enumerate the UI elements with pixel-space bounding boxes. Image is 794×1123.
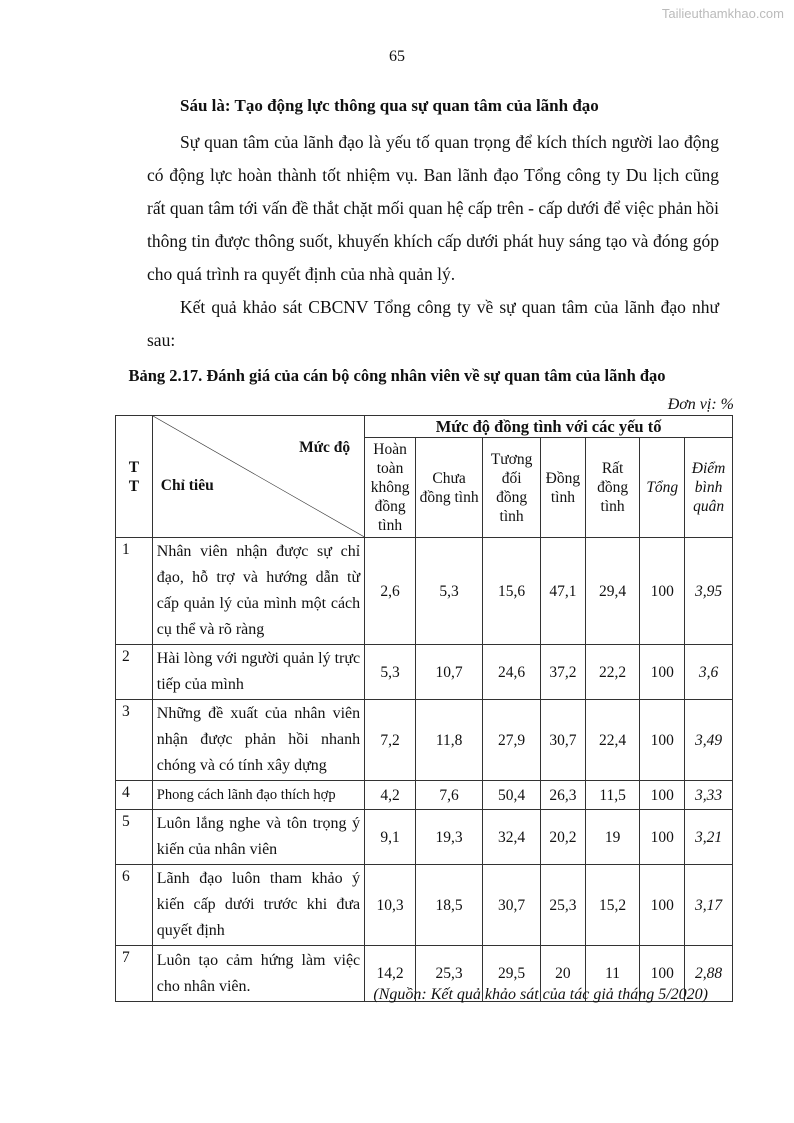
value-cell: 2,6 <box>365 538 416 645</box>
row-number: 6 <box>116 865 153 946</box>
table-source: (Nguồn: Kết quả khảo sát của tác giả tháng 5/2020) <box>373 986 708 1003</box>
column-header: Chưa đồng tình <box>415 438 482 538</box>
value-cell: 3,17 <box>685 865 733 946</box>
value-cell: 3,21 <box>685 810 733 865</box>
value-cell: 50,4 <box>483 781 541 810</box>
value-cell: 7,2 <box>365 700 416 781</box>
criteria-cell: Phong cách lãnh đạo thích hợp <box>152 781 364 810</box>
row-number: 4 <box>116 781 153 810</box>
value-cell: 15,2 <box>585 865 640 946</box>
table-row <box>116 700 733 781</box>
column-header: Rất đồng tình <box>585 438 640 538</box>
value-cell: 37,2 <box>540 645 585 700</box>
diagonal-header <box>152 416 364 538</box>
group-header: Mức độ đồng tình với các yếu tố <box>365 416 733 438</box>
value-cell: 29,5 <box>483 946 541 1002</box>
value-cell: 27,9 <box>483 700 541 781</box>
table-row <box>116 645 733 700</box>
criteria-cell: Lãnh đạo luôn tham khảo ý kiến cấp dưới trước khi đưa quyết định <box>152 865 364 946</box>
column-header: Hoàn toàn không đồng tình <box>365 438 416 538</box>
table-caption: Bảng 2.17. Đánh giá của cán bộ công nhân viên về sự quan tâm của lãnh đạo <box>128 366 666 385</box>
column-header: Đồng tình <box>540 438 585 538</box>
row-number: 2 <box>116 645 153 700</box>
column-header: Tổng <box>640 438 685 538</box>
value-cell: 14,2 <box>365 946 416 1002</box>
value-cell: 26,3 <box>540 781 585 810</box>
value-cell: 3,33 <box>685 781 733 810</box>
value-cell: 25,3 <box>540 865 585 946</box>
value-cell: 2,88 <box>685 946 733 1002</box>
value-cell: 24,6 <box>483 645 541 700</box>
value-cell: 3,6 <box>685 645 733 700</box>
column-header: Tương đối đồng tình <box>483 438 541 538</box>
value-cell: 22,2 <box>585 645 640 700</box>
value-cell: 3,49 <box>685 700 733 781</box>
value-cell: 11,5 <box>585 781 640 810</box>
value-cell: 30,7 <box>540 700 585 781</box>
value-cell: 11 <box>585 946 640 1002</box>
criteria-cell: Luôn tạo cảm hứng làm việc cho nhân viên. <box>152 946 364 1002</box>
paragraph: Sự quan tâm của lãnh đạo là yếu tố quan trọng để kích thích người lao động có động lực hoàn thành tốt nhiệm vụ. Ban lãnh đạo Tổng công ty Du lịch cũng rất quan tâm tới vấn đề thắt chặt mối quan hệ cấp trên - cấp dưới để việc phản hồi thông tin được thông suốt, khuyến khích cấp dưới phát huy sáng tạo và đóng góp cho quá trình ra quyết định của nhà quản lý. <box>147 132 719 284</box>
criteria-header: Chỉ tiêu <box>160 477 214 494</box>
value-cell: 20,2 <box>540 810 585 865</box>
value-cell: 10,7 <box>415 645 482 700</box>
criteria-cell: Hài lòng với người quản lý trực tiếp của mình <box>152 645 364 700</box>
value-cell: 100 <box>640 645 685 700</box>
value-cell: 19,3 <box>415 810 482 865</box>
tt-header: T T <box>116 416 153 538</box>
value-cell: 100 <box>640 700 685 781</box>
value-cell: 15,6 <box>483 538 541 645</box>
paragraph: Kết quả khảo sát CBCNV Tổng công ty về sự quan tâm của lãnh đạo như sau: <box>147 297 719 350</box>
value-cell: 100 <box>640 781 685 810</box>
value-cell: 32,4 <box>483 810 541 865</box>
value-cell: 47,1 <box>540 538 585 645</box>
section-heading: Sáu là: Tạo động lực thông qua sự quan tâm của lãnh đạo <box>180 96 599 115</box>
survey-table <box>115 415 733 1002</box>
value-cell: 7,6 <box>415 781 482 810</box>
value-cell: 25,3 <box>415 946 482 1002</box>
criteria-cell: Những đề xuất của nhân viên nhận được phản hồi nhanh chóng và có tính xây dựng <box>152 700 364 781</box>
value-cell: 10,3 <box>365 865 416 946</box>
value-cell: 11,8 <box>415 700 482 781</box>
column-header: Điểm bình quân <box>685 438 733 538</box>
watermark: Tailieuthamkhao.com <box>661 6 784 21</box>
value-cell: 22,4 <box>585 700 640 781</box>
value-cell: 100 <box>640 810 685 865</box>
page-number: 65 <box>389 48 405 65</box>
criteria-cell: Luôn lắng nghe và tôn trọng ý kiến của nhân viên <box>152 810 364 865</box>
table-unit: Đơn vị: % <box>667 396 734 413</box>
value-cell: 20 <box>540 946 585 1002</box>
value-cell: 5,3 <box>415 538 482 645</box>
value-cell: 4,2 <box>365 781 416 810</box>
value-cell: 29,4 <box>585 538 640 645</box>
row-number: 3 <box>116 700 153 781</box>
table-row <box>116 538 733 645</box>
value-cell: 3,95 <box>685 538 733 645</box>
value-cell: 100 <box>640 538 685 645</box>
value-cell: 19 <box>585 810 640 865</box>
row-number: 5 <box>116 810 153 865</box>
level-header: Mức độ <box>299 439 351 456</box>
value-cell: 100 <box>640 946 685 1002</box>
value-cell: 30,7 <box>483 865 541 946</box>
row-number: 1 <box>116 538 153 645</box>
row-number: 7 <box>116 946 153 1002</box>
value-cell: 100 <box>640 865 685 946</box>
table-row <box>116 810 733 865</box>
table-row <box>116 865 733 946</box>
value-cell: 5,3 <box>365 645 416 700</box>
value-cell: 18,5 <box>415 865 482 946</box>
criteria-cell: Nhân viên nhận được sự chỉ đạo, hỗ trợ và hướng dẫn từ cấp quản lý của mình một cách cụ thể và rõ ràng <box>152 538 364 645</box>
value-cell: 9,1 <box>365 810 416 865</box>
table-row <box>116 781 733 810</box>
